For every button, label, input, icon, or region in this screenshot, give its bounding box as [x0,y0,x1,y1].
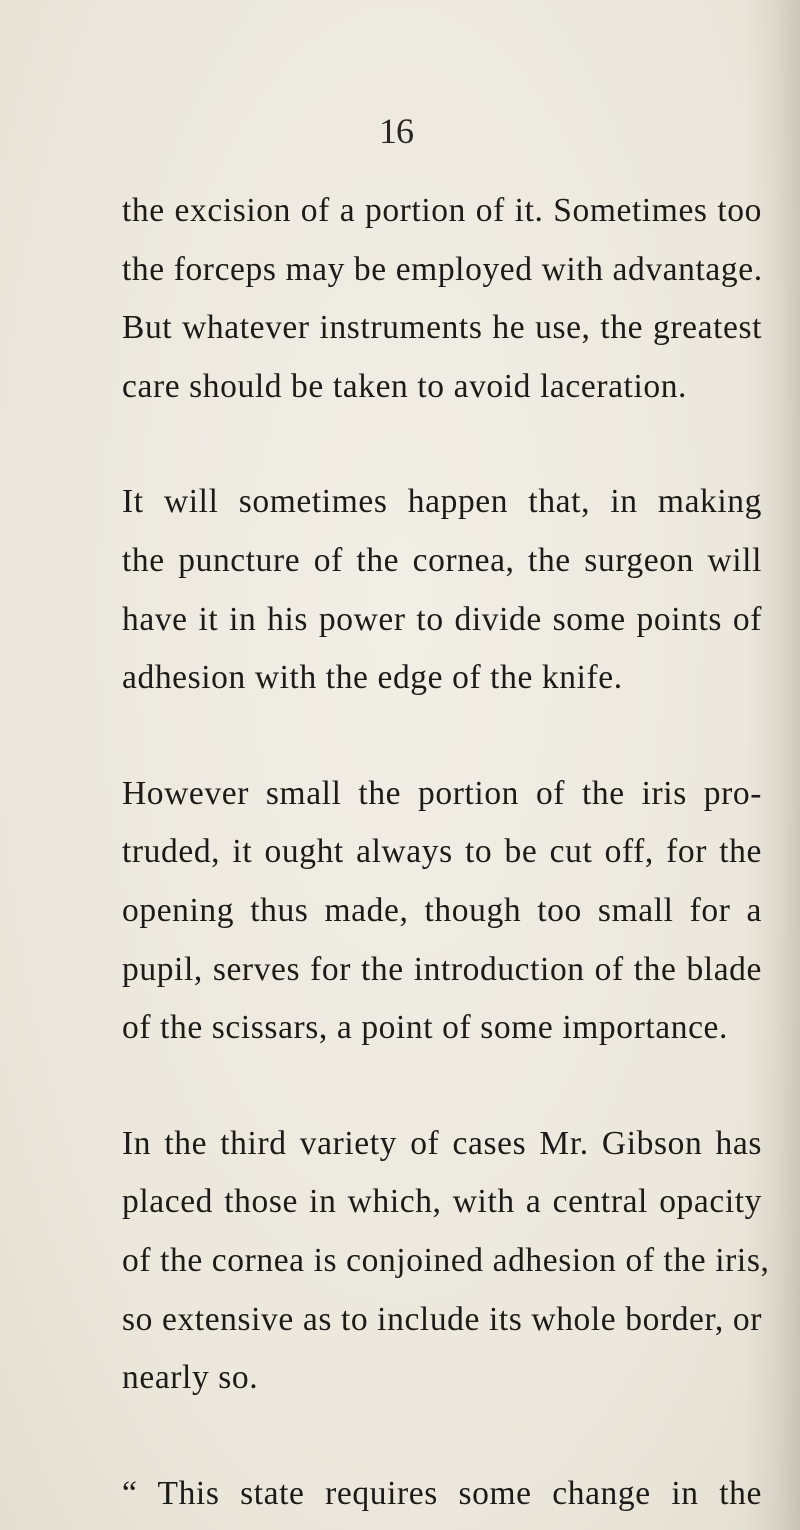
paragraph [122,1115,770,1408]
text-line: the puncture of the cornea, the surgeon will [122,541,762,579]
paragraph [122,182,762,416]
text-line: placed those in which, with a central opacity [122,1183,762,1221]
text-line: have it in his power to divide some points of [122,600,762,638]
paragraph-spacer [122,416,762,473]
paragraph-spacer [122,1408,762,1465]
text-line: the forceps may be employed with advantage. [122,250,763,288]
text-line: In the third variety of cases Mr. Gibson has [122,1124,762,1162]
paragraph-spacer [122,708,762,765]
paragraph [122,1465,762,1524]
text-line: the excision of a portion of it. Sometimes too [122,192,762,229]
text-line: However small the portion of the iris pro- [122,774,762,812]
paragraph [122,765,762,1058]
text-line: of the scissars, a point of some importance. [122,1009,728,1047]
body-text [122,182,770,1523]
text-line: It will sometimes happen that, in making [122,483,762,521]
page-number: 16 [379,111,413,151]
text-line: pupil, serves for the introduction of the blade [122,950,762,988]
text-line: so extensive as to include its whole border, or [122,1300,762,1338]
text-line: adhesion with the edge of the knife. [122,659,623,697]
text-line: care should be taken to avoid laceration. [122,367,688,405]
text-line: truded, it ought always to be cut off, for the [122,833,762,871]
text-line: But whatever instruments he use, the greatest [122,309,762,347]
paragraph-spacer [122,1058,762,1115]
text-line: opening thus made, though too small for a [122,891,762,929]
paragraph [122,473,762,707]
text-line: of the cornea is conjoined adhesion of the iris, [122,1241,770,1279]
text-line: nearly so. [122,1359,259,1397]
text-line: “ This state requires some change in the [122,1474,762,1512]
